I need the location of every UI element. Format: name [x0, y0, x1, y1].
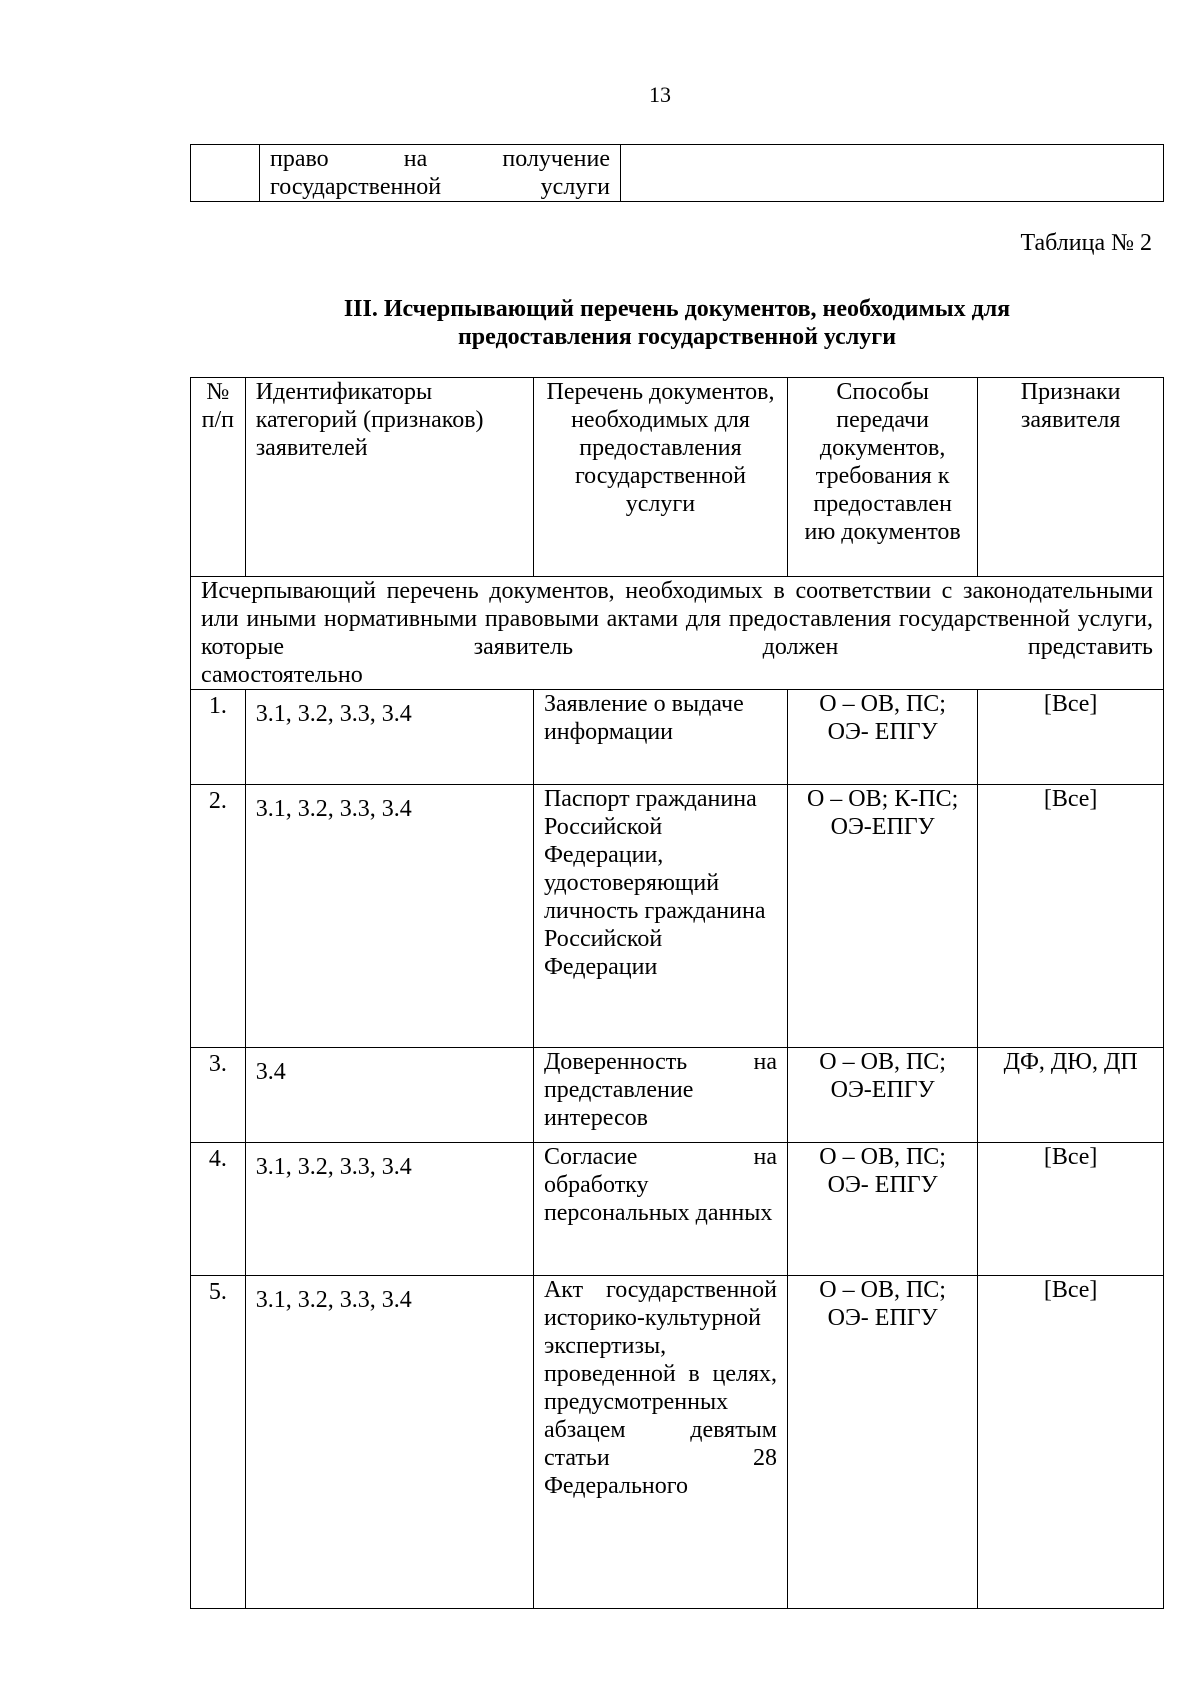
row-sign: [Все]	[978, 1276, 1164, 1609]
table-row	[191, 1143, 1164, 1276]
row-doc: Паспорт гражданина Российской Федерации, удостоверяющий личность гражданина Российской Федерации	[533, 785, 787, 1048]
table-caption: Таблица № 2	[1020, 230, 1152, 256]
continuation-cell-empty	[621, 145, 1164, 202]
row-sign: [Все]	[978, 1143, 1164, 1276]
row-method: О – ОВ, ПС; ОЭ- ЕПГУ	[788, 1276, 978, 1609]
section-span-text: Исчерпывающий перечень документов, необходимых в соответствии с законодательными или иными нормативными правовыми актами для предоставления государственной услуги, которые заявитель должен представить	[201, 578, 1153, 660]
row-doc: Согласие на обработку персональных данных	[533, 1143, 787, 1276]
section-span-cell	[191, 577, 1164, 690]
row-sign: ДФ, ДЮ, ДП	[978, 1048, 1164, 1143]
section-span-row	[191, 577, 1164, 690]
row-num: 5.	[191, 1276, 246, 1609]
row-num: 1.	[191, 690, 246, 785]
header-ids: Идентификаторы категорий (признаков) заявителей	[245, 378, 533, 577]
row-num: 2.	[191, 785, 246, 1048]
section-title-line-2: предоставления государственной услуги	[457, 324, 897, 350]
section-title-line-1: III. Исчерпывающий перечень документов, необходимых для	[343, 296, 1011, 322]
table-row	[191, 785, 1164, 1048]
page-number: 13	[649, 82, 671, 107]
section-span-last-line: самостоятельно	[201, 662, 363, 688]
continuation-cell-text	[260, 145, 621, 202]
header-docs: Перечень документов, необходимых для предоставления государственной услуги	[533, 378, 787, 577]
continuation-table	[190, 144, 1164, 202]
continuation-line-2: государственной услуги	[270, 174, 610, 200]
row-ids: 3.1, 3.2, 3.3, 3.4	[245, 690, 533, 785]
row-method: О – ОВ; К-ПС; ОЭ-ЕПГУ	[788, 785, 978, 1048]
table-row	[191, 1048, 1164, 1143]
row-ids: 3.1, 3.2, 3.3, 3.4	[245, 1143, 533, 1276]
documents-table	[190, 377, 1164, 1609]
row-num: 3.	[191, 1048, 246, 1143]
row-doc: Заявление о выдаче информации	[533, 690, 787, 785]
row-ids: 3.1, 3.2, 3.3, 3.4	[245, 785, 533, 1048]
row-sign: [Все]	[978, 785, 1164, 1048]
row-ids: 3.1, 3.2, 3.3, 3.4	[245, 1276, 533, 1609]
continuation-cell-num	[191, 145, 260, 202]
table-row	[191, 1276, 1164, 1609]
row-method: О – ОВ, ПС; ОЭ-ЕПГУ	[788, 1048, 978, 1143]
row-ids: 3.4	[245, 1048, 533, 1143]
row-doc: Акт государственной историко-культурной экспертизы, проведенной в целях, предусмотренных абзацем девятым статьи 28 Федерального	[533, 1276, 787, 1609]
continuation-line-1: право на получение	[270, 146, 610, 172]
section-title	[190, 295, 1164, 351]
row-sign: [Все]	[978, 690, 1164, 785]
table-header-row	[191, 378, 1164, 577]
table-row	[191, 690, 1164, 785]
header-num: № п/п	[191, 378, 246, 577]
header-methods: Способы передачи документов, требования к предоставлен ию документов	[788, 378, 978, 577]
row-method: О – ОВ, ПС; ОЭ- ЕПГУ	[788, 690, 978, 785]
header-signs: Признаки заявителя	[978, 378, 1164, 577]
table-row	[191, 145, 1164, 202]
row-doc: Доверенность на представление интересов	[533, 1048, 787, 1143]
row-num: 4.	[191, 1143, 246, 1276]
row-method: О – ОВ, ПС; ОЭ- ЕПГУ	[788, 1143, 978, 1276]
